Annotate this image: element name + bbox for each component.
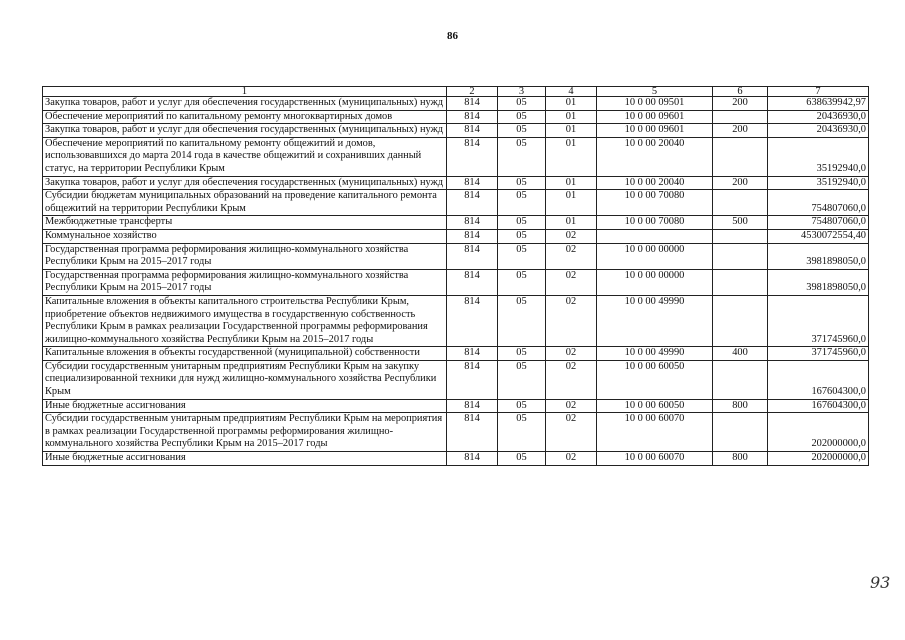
subsection-code-cell: 02 <box>546 269 597 295</box>
header-cell: 2 <box>447 87 498 97</box>
subsection-code-cell: 02 <box>546 399 597 413</box>
budget-table <box>42 86 869 466</box>
expense-type-cell: 800 <box>713 399 768 413</box>
header-cell: 4 <box>546 87 597 97</box>
table-row <box>43 137 869 176</box>
table-row <box>43 243 869 269</box>
header-cell: 6 <box>713 87 768 97</box>
target-article-cell: 10 0 00 09601 <box>597 124 713 138</box>
header-cell: 7 <box>768 87 869 97</box>
row-name-cell: Межбюджетные трансферты <box>43 216 447 230</box>
target-article-cell: 10 0 00 00000 <box>597 243 713 269</box>
ministry-code-cell: 814 <box>447 97 498 111</box>
ministry-code-cell: 814 <box>447 269 498 295</box>
amount-cell: 35192940,0 <box>768 176 869 190</box>
target-article-cell: 10 0 00 00000 <box>597 269 713 295</box>
ministry-code-cell: 814 <box>447 452 498 466</box>
target-article-cell: 10 0 00 09501 <box>597 97 713 111</box>
section-code-cell: 05 <box>498 243 546 269</box>
amount-cell: 754807060,0 <box>768 216 869 230</box>
expense-type-cell: 800 <box>713 452 768 466</box>
table-row <box>43 295 869 346</box>
ministry-code-cell: 814 <box>447 124 498 138</box>
section-code-cell: 05 <box>498 295 546 346</box>
amount-cell: 167604300,0 <box>768 399 869 413</box>
header-cell: 3 <box>498 87 546 97</box>
table-row <box>43 190 869 216</box>
section-code-cell: 05 <box>498 229 546 243</box>
table-row <box>43 452 869 466</box>
table-row <box>43 124 869 138</box>
ministry-code-cell: 814 <box>447 216 498 230</box>
table-row <box>43 176 869 190</box>
subsection-code-cell: 01 <box>546 124 597 138</box>
amount-cell: 3981898050,0 <box>768 243 869 269</box>
section-code-cell: 05 <box>498 413 546 452</box>
expense-type-cell <box>713 269 768 295</box>
row-name-cell: Обеспечение мероприятий по капитальному ремонту многоквартирных домов <box>43 110 447 124</box>
table-row <box>43 399 869 413</box>
expense-type-cell <box>713 360 768 399</box>
subsection-code-cell: 02 <box>546 452 597 466</box>
expense-type-cell: 200 <box>713 124 768 138</box>
expense-type-cell <box>713 137 768 176</box>
subsection-code-cell: 02 <box>546 347 597 361</box>
table-row <box>43 360 869 399</box>
header-cell: 5 <box>597 87 713 97</box>
ministry-code-cell: 814 <box>447 399 498 413</box>
subsection-code-cell: 02 <box>546 243 597 269</box>
row-name-cell: Государственная программа реформирования жилищно-коммунального хозяйства Республики Крым на 2015–2017 годы <box>43 243 447 269</box>
section-code-cell: 05 <box>498 347 546 361</box>
expense-type-cell <box>713 190 768 216</box>
header-cell: 1 <box>43 87 447 97</box>
amount-cell: 35192940,0 <box>768 137 869 176</box>
expense-type-cell: 500 <box>713 216 768 230</box>
subsection-code-cell: 02 <box>546 229 597 243</box>
expense-type-cell: 400 <box>713 347 768 361</box>
section-code-cell: 05 <box>498 216 546 230</box>
amount-cell: 167604300,0 <box>768 360 869 399</box>
target-article-cell: 10 0 00 60070 <box>597 413 713 452</box>
section-code-cell: 05 <box>498 176 546 190</box>
table-row <box>43 229 869 243</box>
section-code-cell: 05 <box>498 452 546 466</box>
subsection-code-cell: 01 <box>546 137 597 176</box>
row-name-cell: Государственная программа реформирования жилищно-коммунального хозяйства Республики Крым на 2015–2017 годы <box>43 269 447 295</box>
ministry-code-cell: 814 <box>447 110 498 124</box>
ministry-code-cell: 814 <box>447 229 498 243</box>
row-name-cell: Закупка товаров, работ и услуг для обеспечения государственных (муниципальных) нужд <box>43 176 447 190</box>
ministry-code-cell: 814 <box>447 347 498 361</box>
ministry-code-cell: 814 <box>447 190 498 216</box>
row-name-cell: Коммунальное хозяйство <box>43 229 447 243</box>
row-name-cell: Капитальные вложения в объекты государственной (муниципальной) собственности <box>43 347 447 361</box>
subsection-code-cell: 02 <box>546 360 597 399</box>
target-article-cell: 10 0 00 60070 <box>597 452 713 466</box>
header-row <box>43 87 869 97</box>
row-name-cell: Закупка товаров, работ и услуг для обеспечения государственных (муниципальных) нужд <box>43 97 447 111</box>
ministry-code-cell: 814 <box>447 413 498 452</box>
section-code-cell: 05 <box>498 124 546 138</box>
expense-type-cell: 200 <box>713 176 768 190</box>
table-row <box>43 110 869 124</box>
amount-cell: 371745960,0 <box>768 347 869 361</box>
target-article-cell: 10 0 00 70080 <box>597 216 713 230</box>
section-code-cell: 05 <box>498 360 546 399</box>
ministry-code-cell: 814 <box>447 360 498 399</box>
target-article-cell: 10 0 00 20040 <box>597 176 713 190</box>
target-article-cell: 10 0 00 49990 <box>597 347 713 361</box>
row-name-cell: Иные бюджетные ассигнования <box>43 452 447 466</box>
amount-cell: 202000000,0 <box>768 413 869 452</box>
section-code-cell: 05 <box>498 269 546 295</box>
amount-cell: 20436930,0 <box>768 110 869 124</box>
expense-type-cell <box>713 229 768 243</box>
section-code-cell: 05 <box>498 97 546 111</box>
handwritten-page-mark: 93 <box>870 573 891 592</box>
subsection-code-cell: 01 <box>546 176 597 190</box>
ministry-code-cell: 814 <box>447 137 498 176</box>
row-name-cell: Обеспечение мероприятий по капитальному ремонту общежитий и домов, использовавшихся до марта 2014 года в качестве общежитий и сохранивших данный статус, на территории Республики Крым <box>43 137 447 176</box>
table-row <box>43 347 869 361</box>
subsection-code-cell: 02 <box>546 295 597 346</box>
table-row <box>43 216 869 230</box>
target-article-cell <box>597 229 713 243</box>
section-code-cell: 05 <box>498 110 546 124</box>
expense-type-cell <box>713 295 768 346</box>
page-number: 86 <box>447 30 458 42</box>
target-article-cell: 10 0 00 20040 <box>597 137 713 176</box>
target-article-cell: 10 0 00 70080 <box>597 190 713 216</box>
expense-type-cell <box>713 110 768 124</box>
target-article-cell: 10 0 00 60050 <box>597 360 713 399</box>
ministry-code-cell: 814 <box>447 243 498 269</box>
row-name-cell: Закупка товаров, работ и услуг для обеспечения государственных (муниципальных) нужд <box>43 124 447 138</box>
amount-cell: 754807060,0 <box>768 190 869 216</box>
subsection-code-cell: 01 <box>546 190 597 216</box>
row-name-cell: Иные бюджетные ассигнования <box>43 399 447 413</box>
section-code-cell: 05 <box>498 399 546 413</box>
table-row <box>43 269 869 295</box>
subsection-code-cell: 02 <box>546 413 597 452</box>
amount-cell: 202000000,0 <box>768 452 869 466</box>
expense-type-cell: 200 <box>713 97 768 111</box>
amount-cell: 4530072554,40 <box>768 229 869 243</box>
ministry-code-cell: 814 <box>447 295 498 346</box>
row-name-cell: Субсидии государственным унитарным предприятиям Республики Крым на закупку специализированной техники для нужд жилищно-коммунального хозяйства Республики Крым <box>43 360 447 399</box>
target-article-cell: 10 0 00 60050 <box>597 399 713 413</box>
amount-cell: 3981898050,0 <box>768 269 869 295</box>
amount-cell: 638639942,97 <box>768 97 869 111</box>
row-name-cell: Капитальные вложения в объекты капитального строительства Республики Крым, приобретение объектов недвижимого имущества в государственную собственность Республики Крым в рамках реализации Государственной программы реформирования жилищно-коммунального хозяйства Республики Крым на 2015–2017 годы <box>43 295 447 346</box>
amount-cell: 20436930,0 <box>768 124 869 138</box>
row-name-cell: Субсидии бюджетам муниципальных образований на проведение капитального ремонта общежитий на территории Республики Крым <box>43 190 447 216</box>
subsection-code-cell: 01 <box>546 216 597 230</box>
row-name-cell: Субсидии государственным унитарным предприятиям Республики Крым на мероприятия в рамках реализации Государственной программы реформирования жилищно-коммунального хозяйства Республики Крым на 2015–2017 годы <box>43 413 447 452</box>
expense-type-cell <box>713 413 768 452</box>
section-code-cell: 05 <box>498 190 546 216</box>
table-row <box>43 413 869 452</box>
section-code-cell: 05 <box>498 137 546 176</box>
table-row <box>43 97 869 111</box>
subsection-code-cell: 01 <box>546 97 597 111</box>
expense-type-cell <box>713 243 768 269</box>
subsection-code-cell: 01 <box>546 110 597 124</box>
target-article-cell: 10 0 00 49990 <box>597 295 713 346</box>
amount-cell: 371745960,0 <box>768 295 869 346</box>
ministry-code-cell: 814 <box>447 176 498 190</box>
target-article-cell: 10 0 00 09601 <box>597 110 713 124</box>
